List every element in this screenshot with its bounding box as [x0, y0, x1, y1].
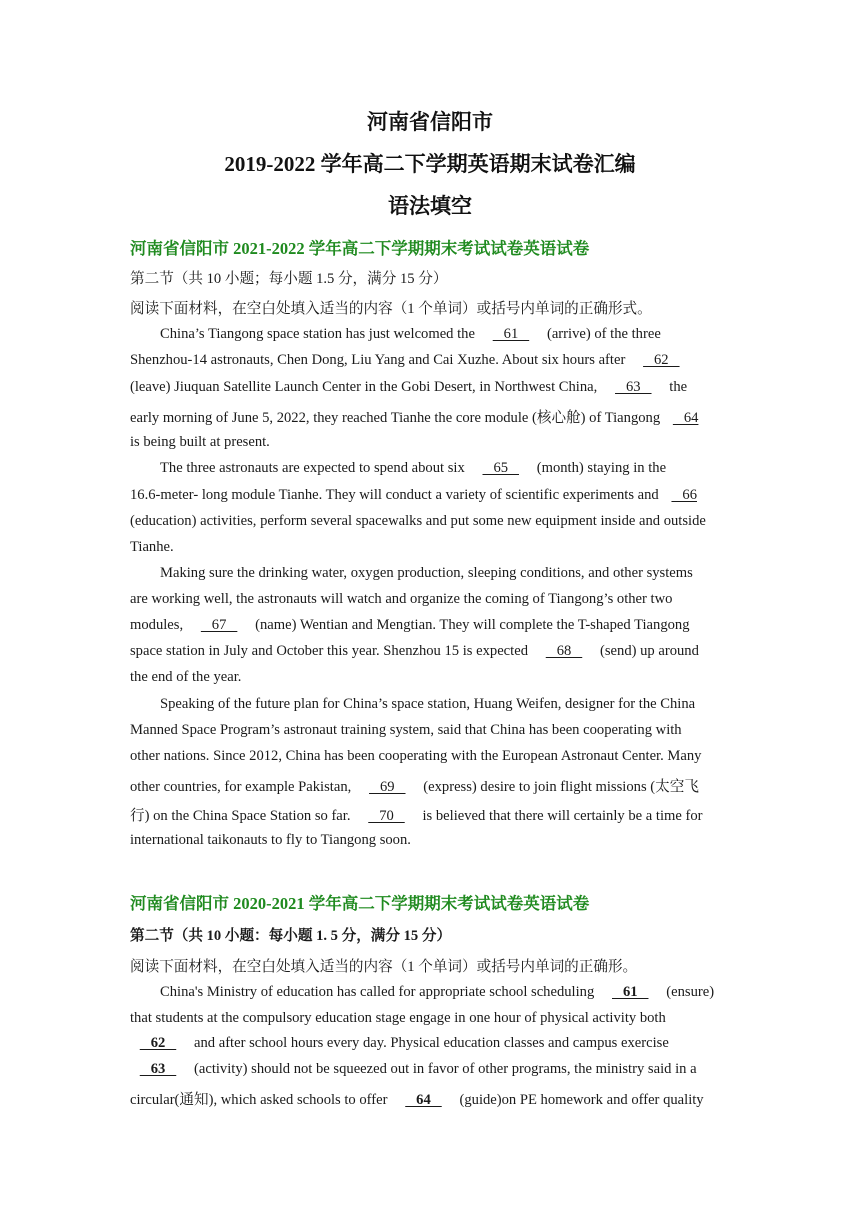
- passage-text: other nations. Since 2012, China has been cooperating with the European Astronaut Center. Many: [130, 748, 702, 764]
- passage-text: are working well, the astronauts will watch and organize the coming of Tiangong’s other two: [130, 591, 673, 607]
- passage-text: (guide)on PE homework and offer quality: [459, 1092, 704, 1108]
- section1-line: [130, 669, 241, 686]
- section2-line: [130, 1061, 697, 1078]
- answer-blank: 63: [139, 1061, 177, 1077]
- answer-blank: 63: [615, 379, 652, 395]
- section1-line: [160, 696, 695, 713]
- section1-line: [130, 434, 270, 451]
- doc-title-line-2: 2019-2022 学年高二下学期英语期末试卷汇编: [224, 152, 636, 176]
- section1-line: [130, 804, 703, 825]
- section1-line: [160, 326, 661, 343]
- section-1-title: 河南省信阳市 2021-2022 学年高二下学期期末考试试卷英语试卷: [130, 239, 590, 258]
- section1-line: [130, 832, 411, 849]
- passage-text: China's Ministry of education has called for appropriate school scheduling: [160, 984, 595, 1000]
- passage-text: (ensure): [666, 984, 715, 1000]
- passage-text: (leave) Jiuquan Satellite Launch Center in the Gobi Desert, in Northwest China,: [130, 379, 598, 395]
- section2-line: [130, 1010, 666, 1027]
- passage-text: international taikonauts to fly to Tiangong soon.: [130, 832, 411, 848]
- answer-blank: 69: [369, 779, 406, 795]
- passage-text: is being built at present.: [130, 434, 270, 450]
- passage-text: Manned Space Program’s astronaut training system, said that China has been cooperating with: [130, 722, 682, 738]
- section-2-info: 第二节（共 10 小题：每小题 1. 5 分，满分 15 分）: [130, 928, 452, 944]
- section-2-title: 河南省信阳市 2020-2021 学年高二下学期期末考试试卷英语试卷: [130, 894, 590, 913]
- section1-line: [130, 406, 703, 427]
- answer-blank: 68: [545, 643, 583, 659]
- answer-blank: 64: [672, 410, 699, 426]
- passage-text: and after school hours every day. Physical education classes and campus exercise: [194, 1035, 669, 1051]
- answer-blank: 70: [368, 808, 405, 824]
- passage-text: China’s Tiangong space station has just welcomed the: [160, 326, 475, 342]
- passage-text: the end of the year.: [130, 669, 242, 685]
- section1-line: [130, 748, 701, 765]
- section1-line: [160, 460, 666, 477]
- section1-line: [160, 565, 693, 582]
- section2-line: [130, 1035, 669, 1052]
- section2-line: [130, 1088, 704, 1109]
- passage-text: modules,: [130, 617, 184, 633]
- answer-blank: 66: [671, 487, 697, 503]
- doc-title-line-3: 语法填空: [388, 194, 472, 218]
- passage-text: 16.6-meter- long module Tianhe. They will conduct a variety of scientific experiments and: [130, 487, 659, 503]
- passage-text: that students at the compulsory education stage engage in one hour of physical activity both: [130, 1010, 666, 1026]
- passage-text: (send) up around: [600, 643, 699, 659]
- passage-text: (name) Wentian and Mengtian. They will complete the T-shaped Tiangong: [255, 617, 690, 633]
- answer-blank: 62: [139, 1035, 177, 1051]
- section1-line: [130, 617, 690, 634]
- passage-text: Making sure the drinking water, oxygen production, sleeping conditions, and other systems: [160, 565, 693, 581]
- passage-text: Shenzhou-14 astronauts, Chen Dong, Liu Yang and Cai Xuzhe. About six hours after: [130, 352, 626, 368]
- passage-text: (arrive) of the three: [546, 326, 661, 342]
- answer-blank: 67: [200, 617, 238, 633]
- section1-line: [130, 539, 174, 556]
- passage-text: Speaking of the future plan for China’s space station, Huang Weifen, designer for the China: [160, 696, 696, 712]
- section1-line: [130, 352, 689, 369]
- passage-text: is believed that there will certainly be a time for: [422, 808, 703, 824]
- section1-line: [130, 487, 702, 504]
- passage-text: early morning of June 5, 2022, they reached Tianhe the core module (核心舱) of Tiangong: [130, 410, 661, 426]
- passage-text: Tianhe.: [130, 539, 174, 555]
- passage-text: (education) activities, perform several spacewalks and put some new equipment inside and outside: [130, 513, 706, 529]
- answer-blank: 62: [643, 352, 680, 368]
- answer-blank: 61: [492, 326, 530, 342]
- passage-text: 行) on the China Space Station so far.: [130, 808, 351, 824]
- passage-text: space station in July and October this year. Shenzhou 15 is expected: [130, 643, 528, 659]
- passage-text: The three astronauts are expected to spend about six: [160, 460, 465, 476]
- section1-line: [130, 722, 682, 739]
- passage-text: other countries, for example Pakistan,: [130, 779, 352, 795]
- passage-text: circular(通知), which asked schools to offer: [130, 1092, 388, 1108]
- section-1-instruction: 阅读下面材料，在空白处填入适当的内容（1 个单词）或括号内单词的正确形式。: [130, 301, 652, 317]
- section1-line: [130, 643, 699, 660]
- section1-line: [130, 591, 672, 608]
- section-1-info: 第二节（共 10 小题；每小题 1.5 分，满分 15 分）: [130, 271, 448, 287]
- section1-line: [130, 513, 706, 530]
- passage-text: (express) desire to join flight missions (太空飞: [423, 779, 699, 795]
- passage-text: (activity) should not be squeezed out in favor of other programs, the ministry said in a: [194, 1061, 697, 1077]
- answer-blank: 64: [405, 1092, 442, 1108]
- doc-title-line-1: 河南省信阳市: [367, 110, 493, 134]
- section2-line: [160, 984, 714, 1001]
- answer-blank: 61: [612, 984, 649, 1000]
- section1-line: [130, 379, 687, 396]
- passage-text: (month) staying in the: [536, 460, 667, 476]
- answer-blank: 65: [482, 460, 519, 476]
- passage-text: the: [669, 379, 688, 395]
- section-2-instruction: 阅读下面材料，在空白处填入适当的内容（1 个单词）或括号内单词的正确形。: [130, 959, 638, 975]
- section1-line: [130, 775, 699, 796]
